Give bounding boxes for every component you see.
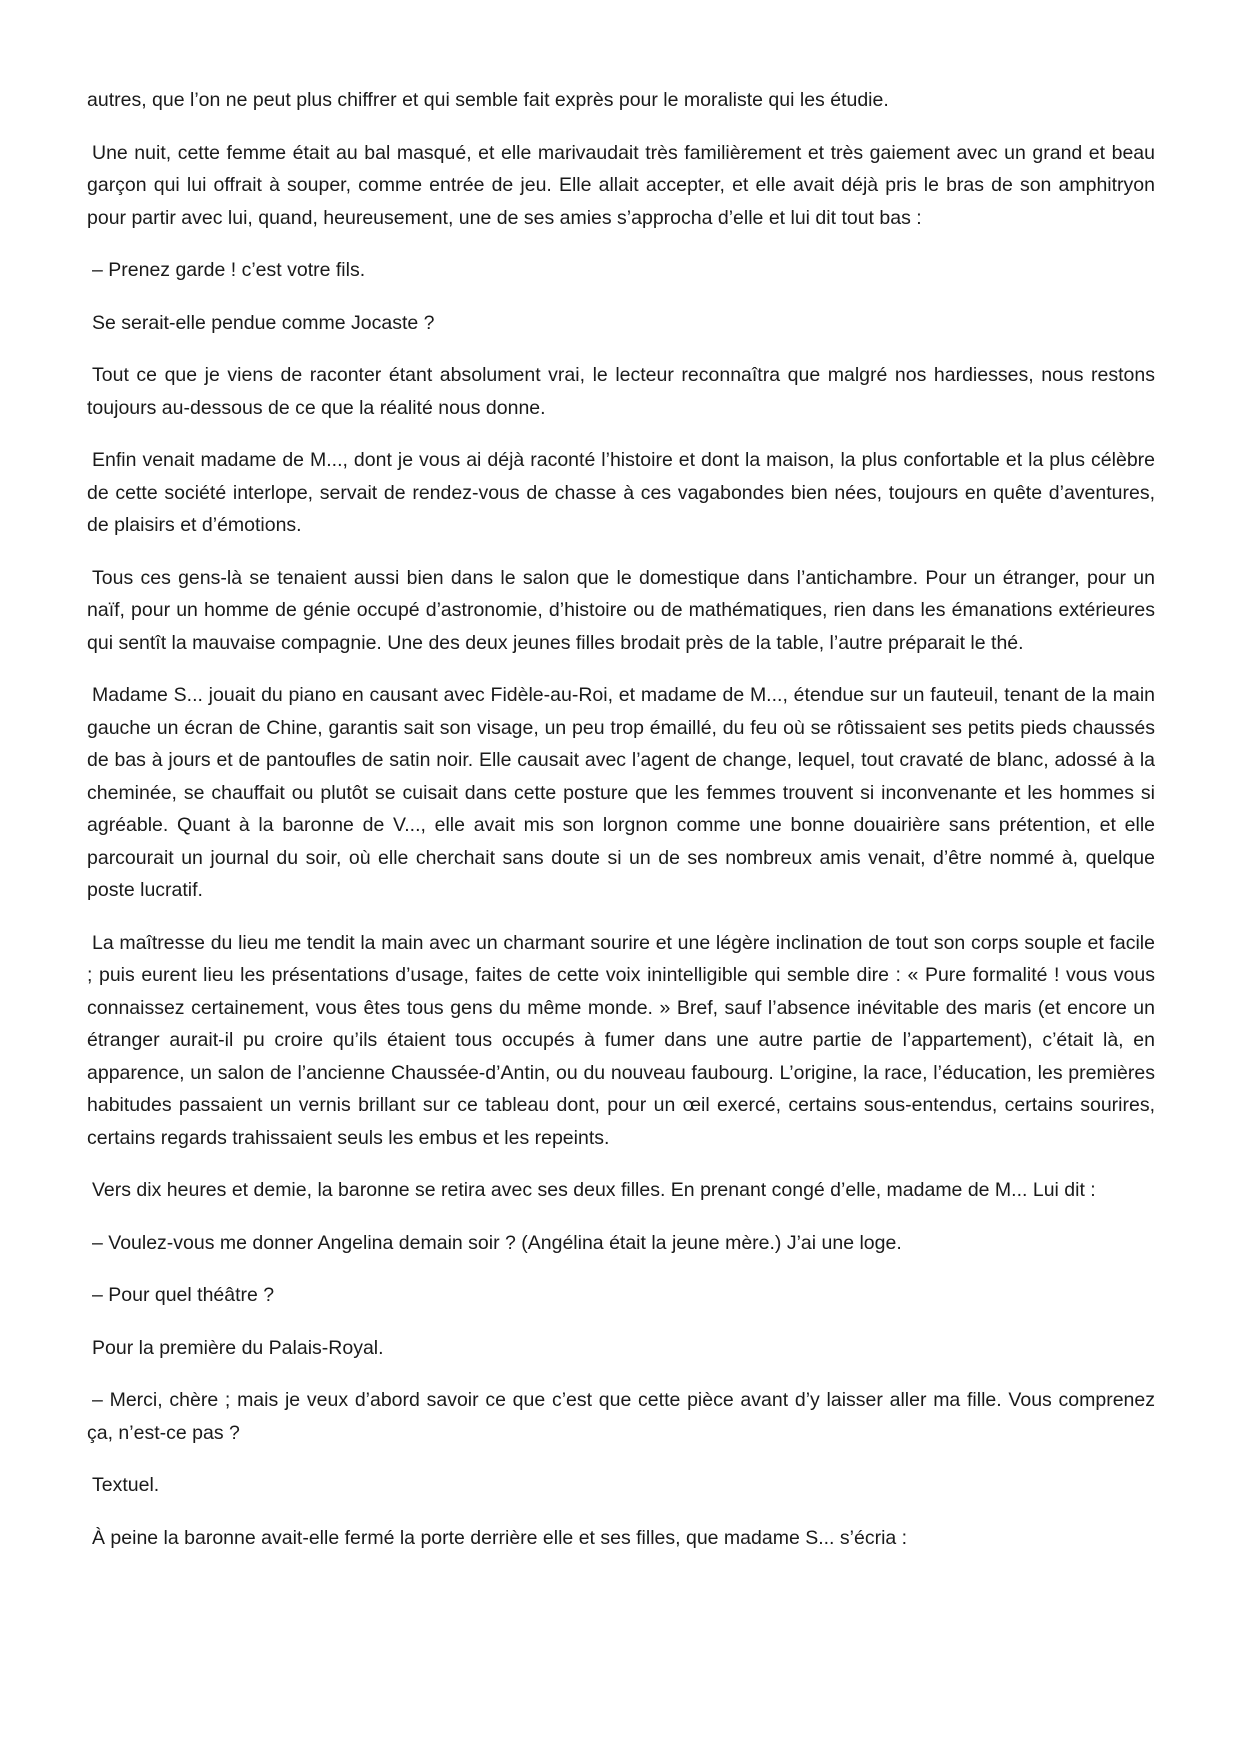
paragraph-9: La maîtresse du lieu me tendit la main avec un charmant sourire et une légère inclination de tout son corps souple et facile ; puis eurent lieu les présentations d’usage, faites de cette voix inintelligible qui semble dire : « Pure formalité ! vous vous connaissez certainement, vous êtes tous gens du même monde. » Bref, sauf l’absence inévitable des maris (et encore un étranger aurait-il pu croire qu’ils étaient tous occupés à fumer dans une autre partie de l’appartement), c’était là, en apparence, un salon de l’ancienne Chaussée-d’Antin, ou du nouveau faubourg. L’origine, la race, l’éducation, les premières habitudes passaient un vernis brillant sur ce tableau dont, pour un œil exercé, certains sous-entendus, certains sourires, certains regards trahissaient seuls les embus et les repeints. xyxy=(87,931,1155,1149)
paragraph-16: À peine la baronne avait-elle fermé la porte derrière elle et ses filles, que madame S... s’écria : xyxy=(92,1526,908,1549)
paragraph-8: Madame S... jouait du piano en causant avec Fidèle-au-Roi, et madame de M..., étendue sur un fauteuil, tenant de la main gauche un écran de Chine, garantis sait son visage, un peu trop émaillé, du feu où se rôtissaient ses petits pieds chaussés de bas à jours et de pantoufles de satin noir. Elle causait avec l’agent de change, lequel, tout cravaté de blanc, adossé à la cheminée, se chauffait ou plutôt se cuisait dans cette posture que les femmes trouvent si inconvenante et les hommes si agréable. Quant à la baronne de V..., elle avait mis son lorgnon comme une bonne douairière sans prétention, et elle parcourait un journal du soir, où elle cherchait sans doute si un de ses nombreux amis venait, d’être nommé à, quelque poste lucratif. xyxy=(87,684,1155,901)
paragraph-5: Tout ce que je viens de raconter étant absolument vrai, le lecteur reconnaîtra que malgré nos hardiesses, nous restons toujours au-dessous de ce que la réalité nous donne. xyxy=(87,364,1155,419)
paragraph-12: – Pour quel théâtre ? xyxy=(92,1284,275,1306)
paragraph-3: – Prenez garde ! c’est votre fils. xyxy=(92,259,366,281)
paragraph-13: Pour la première du Palais-Royal. xyxy=(92,1336,384,1359)
paragraph-15: Textuel. xyxy=(92,1474,160,1496)
paragraph-2: Une nuit, cette femme était au bal masqué, et elle marivaudait très familièrement et très gaiement avec un grand et beau garçon qui lui offrait à souper, comme entrée de jeu. Elle allait accepter, et elle avait déjà pris le bras de son amphitryon pour partir avec lui, quand, heureusement, une de ses amies s’approcha d’elle et lui dit tout bas : xyxy=(87,141,1155,229)
paragraph-6: Enfin venait madame de M..., dont je vous ai déjà raconté l’histoire et dont la maison, la plus confortable et la plus célèbre de cette société interlope, servait de rendez-vous de chasse à ces vagabondes bien nées, toujours en quête d’aventures, de plaisirs et d’émotions. xyxy=(87,449,1155,536)
paragraph-7: Tous ces gens-là se tenaient aussi bien dans le salon que le domestique dans l’antichambre. Pour un étranger, pour un naïf, pour un homme de génie occupé d’astronomie, d’histoire ou de mathématiques, rien dans les émanations extérieures qui sentît la mauvaise compagnie. Une des deux jeunes filles brodait près de la table, l’autre préparait le thé. xyxy=(87,566,1155,654)
paragraph-10: Vers dix heures et demie, la baronne se retira avec ses deux filles. En prenant congé d’elle, madame de M... Lui dit : xyxy=(92,1179,1096,1201)
paragraph-11: – Voulez-vous me donner Angelina demain soir ? (Angélina était la jeune mère.) J’ai une loge. xyxy=(92,1231,902,1254)
paragraph-1: autres, que l’on ne peut plus chiffrer et qui semble fait exprès pour le moraliste qui les étudie. xyxy=(87,89,889,111)
document-page xyxy=(87,84,1155,1574)
paragraph-4: Se serait-elle pendue comme Jocaste ? xyxy=(92,311,435,334)
paragraph-14: – Merci, chère ; mais je veux d’abord savoir ce que c’est que cette pièce avant d’y laisser aller ma fille. Vous comprenez ça, n’est-ce pas ? xyxy=(87,1389,1155,1444)
